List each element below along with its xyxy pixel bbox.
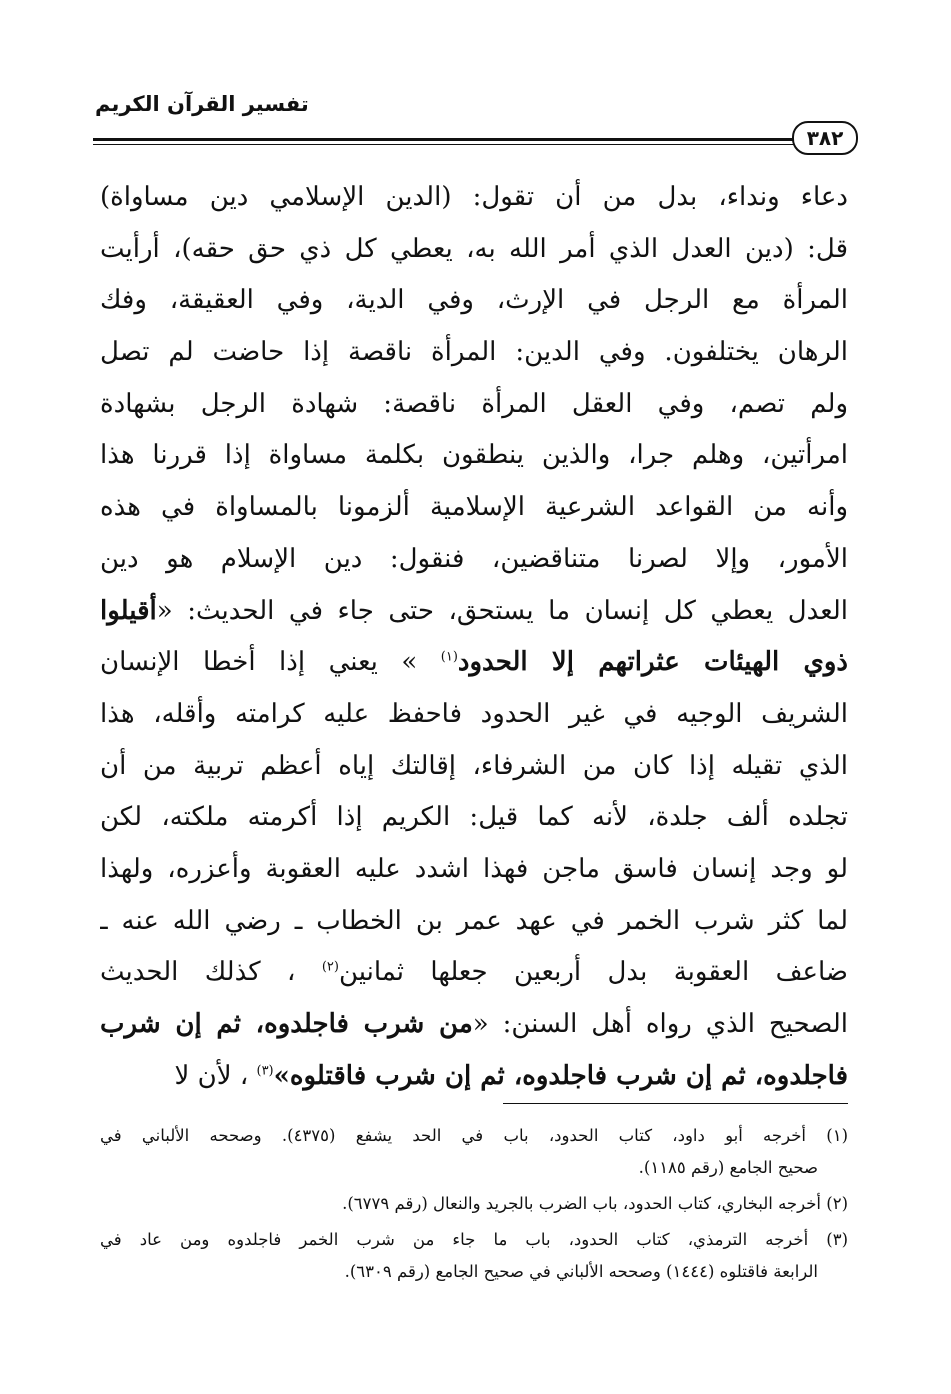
body-line — [100, 637, 848, 689]
footnote-marker: (١) — [440, 649, 458, 665]
header-rule — [93, 138, 847, 141]
body-line: الشريف الوجيه في غير الحدود فاحفظ عليه كرامته وأقله، هذا — [100, 698, 848, 729]
body-line-text: ، لأن لا — [174, 1060, 257, 1091]
header-title: تفسير القرآن الكريم — [95, 92, 309, 116]
footnotes — [100, 1120, 848, 1288]
body-line: تجلده ألف جلدة، لأنه كما قيل: الكريم إذا أكرمته ملكته، لكن — [100, 802, 848, 833]
body-line: الذي تقيله إذا كان من الشرفاء، إقالتك إياه أعظم تربية من أن — [100, 750, 848, 781]
hadith-quote-bold: من شرب فاجلدوه، ثم إن شرب — [100, 1009, 473, 1039]
body-line: لو وجد إنسان فاسق ماجن فهذا اشدد عليه العقوبة وأعزره، ولهذا — [100, 853, 848, 884]
body-line: قل: (دين العدل الذي أمر الله به، يعطي كل ذي حق حقه)، أرأيت — [100, 233, 848, 264]
body-line-text: ضاعف العقوبة بدل أربعين جعلها ثمانين — [338, 957, 848, 988]
footnote-marker: (٣) — [256, 1063, 274, 1079]
body-line: وأنه من القواعد الشرعية الإسلامية ألزمونا بالمساواة في هذه — [100, 492, 848, 523]
body-line-text: » يعني إذا أخطا الإنسان — [100, 647, 441, 678]
footnote-1-line-1: (١) أخرجه أبو داود، كتاب الحدود، باب في الحد يشفع (٤٣٧٥). وصححه الألباني في — [100, 1126, 848, 1145]
body-line-text: العدل يعطي كل إنسان ما يستحق، حتى جاء في الحديث: « — [156, 595, 848, 626]
body-line — [100, 1051, 848, 1103]
footnote-marker: (٢) — [321, 959, 339, 975]
body-line: المرأة مع الرجل في الإرث، وفي الدية، وفي العقيقة، وفك — [100, 285, 848, 316]
body-line — [100, 947, 848, 999]
body-line-text: ، كذلك الحديث — [100, 957, 322, 988]
header-rule-thin — [93, 144, 847, 145]
body-line — [100, 999, 848, 1051]
footnote-1-line-2: صحيح الجامع (رقم ١١٨٥). — [638, 1158, 818, 1177]
footnote-3-line-1: (٣) أخرجه الترمذي، كتاب الحدود، باب ما جاء من شرب الخمر فاجلدوه ومن عاد في — [100, 1230, 848, 1249]
body-line: ولم تصم، وفي العقل المرأة ناقصة: شهادة الرجل بشهادة — [100, 388, 848, 419]
body-line: الرهان يختلفون. وفي الدين: المرأة ناقصة إذا حاضت لم تصل — [100, 337, 848, 368]
page-number: ٣٨٢ — [792, 121, 858, 155]
hadith-quote-bold: ذوي الهيئات عثراتهم إلا الحدود — [457, 647, 848, 678]
hadith-quote-bold: أقيلوا — [100, 595, 157, 626]
footnote-separator — [503, 1103, 848, 1104]
body-line: لما كثر شرب الخمر في عهد عمر بن الخطاب ـ رضي الله عنه ـ — [100, 905, 848, 936]
body-text — [100, 172, 848, 1102]
body-line: دعاء ونداء، بدل من أن تقول: (الدين الإسلامي دين مساواة) — [100, 182, 848, 212]
hadith-quote-bold: فاجلدوه، ثم إن شرب فاجلدوه، ثم إن شرب فاقتلوه» — [273, 1060, 848, 1091]
footnote-2: (٢) أخرجه البخاري، كتاب الحدود، باب الضرب بالجريد والنعال (رقم ٦٧٧٩). — [342, 1194, 848, 1213]
footnote-3-line-2: الرابعة فاقتلوه (١٤٤٤) وصححه الألباني في صحيح الجامع (رقم ٦٣٠٩). — [344, 1262, 818, 1281]
body-line: الأمور، وإلا لصرنا متناقضين، فنقول: دين الإسلام هو دين — [100, 543, 848, 574]
body-line-text: الصحيح الذي رواه أهل السنن: « — [472, 1009, 848, 1039]
body-line: امرأتين، وهلم جرا، والذين ينطقون بكلمة مساواة إذا قررنا هذا — [100, 440, 848, 471]
body-line — [100, 586, 848, 638]
